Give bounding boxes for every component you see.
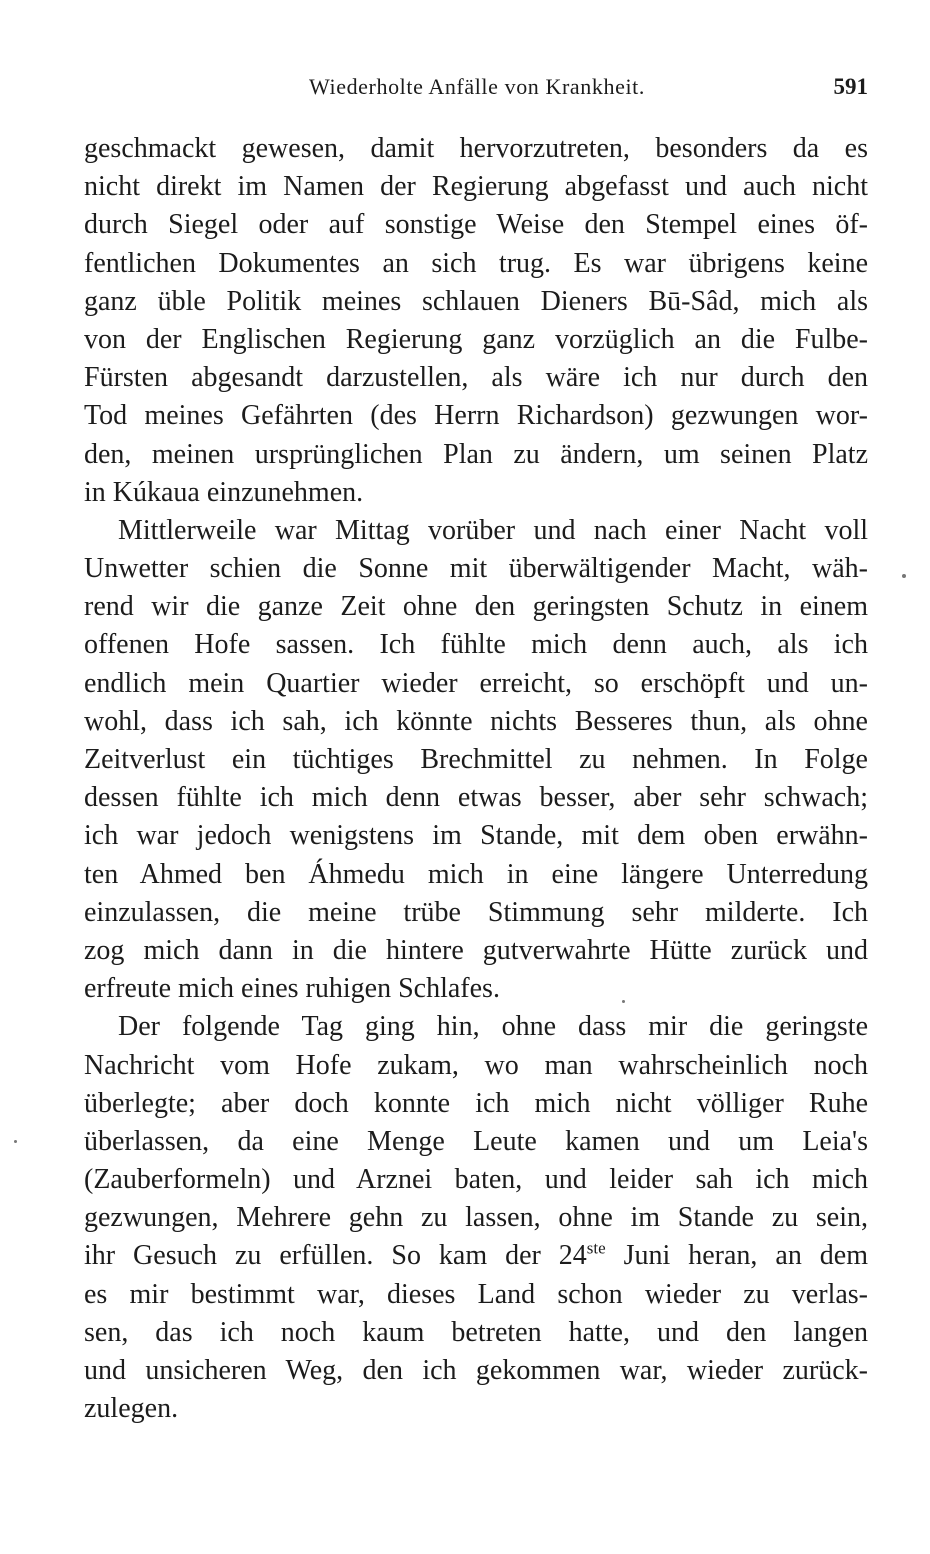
paragraph xyxy=(84,512,868,1008)
text-line: Mittlerweile war Mittag vorüber und nach einer Nacht voll xyxy=(118,514,868,546)
text-line: in Kúkaua einzunehmen. xyxy=(84,476,364,508)
print-speck xyxy=(902,574,906,578)
text-line: es mir bestimmt war, dieses Land schon wieder zu verlas- xyxy=(84,1278,868,1310)
text-line: ganz üble Politik meines schlauen Dieners Bū-Sâd, mich als xyxy=(84,285,868,317)
text-line: geschmackt gewesen, damit hervorzutreten, besonders da es xyxy=(84,133,868,164)
text-line: erfreute mich eines ruhigen Schlafes. xyxy=(84,973,500,1005)
text-line: fentlichen Dokumentes an sich trug. Es war übrigens keine xyxy=(84,247,868,279)
text-line: nicht direkt im Namen der Regierung abgefasst und auch nicht xyxy=(84,171,868,203)
text-line: ich war jedoch wenigstens im Stande, mit dem oben erwähn- xyxy=(84,820,868,852)
text-line: zulegen. xyxy=(84,1393,179,1425)
text-line: Fürsten abgesandt darzustellen, als wäre ich nur durch den xyxy=(84,362,868,394)
text-line: offenen Hofe sassen. Ich fühlte mich denn auch, als ich xyxy=(84,629,868,661)
text-line: rend wir die ganze Zeit ohne den geringsten Schutz in einem xyxy=(84,591,868,623)
text-line: überlegte; aber doch konnte ich mich nicht völliger Ruhe xyxy=(84,1087,868,1119)
text-line: sen, das ich noch kaum betreten hatte, und den langen xyxy=(84,1316,868,1348)
text-line: Unwetter schien die Sonne mit überwältigender Macht, wäh- xyxy=(84,553,868,585)
text-line: Zeitverlust ein tüchtiges Brechmittel zu nehmen. In Folge xyxy=(84,744,868,775)
text-line: den, meinen ursprünglichen Plan zu ändern, um seinen Platz xyxy=(84,438,868,470)
page-number: 591 xyxy=(833,74,868,99)
text-line: (Zauberformeln) und Arznei baten, und leider sah ich mich xyxy=(84,1164,868,1196)
paragraph xyxy=(84,1008,868,1428)
text-line: wohl, dass ich sah, ich könnte nichts Besseres thun, als ohne xyxy=(84,705,868,737)
text-line: überlassen, da eine Menge Leute kamen und um Leia's xyxy=(84,1125,868,1157)
print-speck xyxy=(622,1000,625,1003)
paragraph xyxy=(84,130,868,512)
text-line: dessen fühlte ich mich denn etwas besser, aber sehr schwach; xyxy=(84,782,868,814)
text-line: zog mich dann in die hintere gutverwahrte Hütte zurück und xyxy=(84,934,868,966)
text-line: durch Siegel oder auf sonstige Weise den Stempel eines öf- xyxy=(84,209,868,241)
text-line: ihr Gesuch zu erfüllen. So kam der 24ste Juni heran, an dem xyxy=(84,1239,868,1272)
text-line: einzulassen, die meine trübe Stimmung sehr milderte. Ich xyxy=(84,896,868,928)
body-text xyxy=(84,130,868,1428)
ordinal-suffix: ste xyxy=(586,1239,606,1259)
text-line: Der folgende Tag ging hin, ohne dass mir die geringste xyxy=(118,1011,868,1043)
text-line: und unsicheren Weg, den ich gekommen war, wieder zurück- xyxy=(84,1355,868,1386)
text-line: Tod meines Gefährten (des Herrn Richardson) gezwungen wor- xyxy=(84,400,868,432)
running-title: Wiederholte Anfälle von Krankheit. xyxy=(309,74,645,99)
text-line: Nachricht vom Hofe zukam, wo man wahrscheinlich noch xyxy=(84,1049,868,1081)
print-speck xyxy=(14,1140,17,1143)
running-header xyxy=(86,74,868,108)
text-line: ten Ahmed ben Áhmedu mich in eine längere Unterredung xyxy=(84,858,868,890)
text-line: von der Englischen Regierung ganz vorzüglich an die Fulbe- xyxy=(84,323,868,355)
text-line: gezwungen, Mehrere gehn zu lassen, ohne im Stande zu sein, xyxy=(84,1202,868,1234)
text-line: endlich mein Quartier wieder erreicht, so erschöpft und un- xyxy=(84,667,868,699)
